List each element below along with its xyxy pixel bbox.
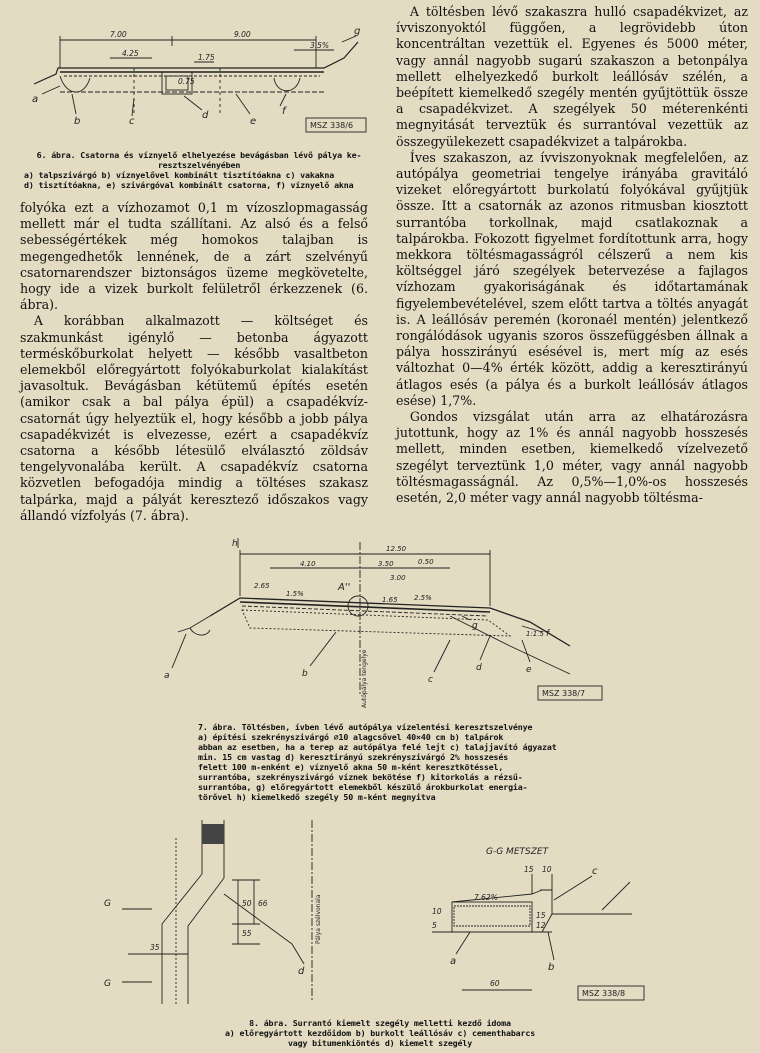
fig8-label-a: a bbox=[450, 956, 457, 967]
figure-7 bbox=[150, 536, 610, 716]
fig8-stamp: MSZ 338/8 bbox=[582, 989, 626, 998]
fig7-caption-line-7: surrantóba, g) előregyártott elemekből készülő árokburkolat energia- bbox=[198, 782, 528, 792]
left-text-column bbox=[20, 200, 368, 524]
right-text-column bbox=[396, 4, 748, 506]
fig7-caption-line-1: 7. ábra. Töltésben, ívben lévő autópálya vízelentési keresztszelvénye bbox=[198, 722, 533, 732]
fig8-dim-7: 7.62% bbox=[474, 893, 498, 902]
fig6-dim-1: 7.00 bbox=[110, 30, 127, 39]
fig7-dim-10: 2.65 bbox=[254, 582, 270, 590]
fig7-axis-label: Autópálya tengelye bbox=[361, 649, 368, 708]
figure-6-drawing bbox=[24, 6, 380, 146]
fig8-dim-2: 55 bbox=[242, 929, 252, 938]
fig6-dim-3: 4.25 bbox=[122, 49, 139, 58]
fig8-dim-10: 15 bbox=[536, 911, 546, 920]
figure-7-drawing bbox=[150, 536, 610, 716]
fig7-dim-7: 1.5% bbox=[286, 590, 304, 598]
fig7-label-c: c bbox=[428, 675, 433, 685]
fig8-label-c: c bbox=[592, 866, 598, 877]
fig7-dim-4: 0.50 bbox=[418, 558, 434, 566]
fig6-label-b: b bbox=[74, 116, 81, 127]
figure-8-drawing bbox=[92, 814, 692, 1014]
fig7-label-g: g bbox=[472, 621, 478, 631]
fig6-label-f: f bbox=[282, 106, 286, 117]
fig6-label-d: d bbox=[202, 110, 209, 121]
fig7-dim-9: 1:1.5 bbox=[526, 630, 544, 638]
fig7-dim-6: 1.65 bbox=[382, 596, 398, 604]
figure-6-caption bbox=[24, 150, 374, 190]
fig7-dim-2: 3.50 bbox=[378, 560, 394, 568]
figure-8-caption bbox=[200, 1018, 560, 1048]
fig7-caption-line-3: abban az esetben, ha a terep az autópálya felé lejt c) talajjavító ágyazat bbox=[198, 742, 557, 752]
fig7-label-b: b bbox=[302, 669, 308, 679]
fig8-dim-9: 5 bbox=[432, 921, 437, 930]
figure-6 bbox=[24, 6, 380, 146]
fig7-label-a: a bbox=[164, 671, 170, 681]
figure-8 bbox=[92, 814, 692, 1014]
right-paragraph-3: Gondos vizsgálat után arra az elhatározásra jutottunk, hogy az 1% és annál nagyobb hosszesés mellett, minden esetben, kiemelkedő vízelvezető szegélyt terveztünk 1,0 méter, vagy annál nagyobb töltésmagasságnál. Az 0,5%—1,0%-os hosszesés esetén, 2,0 méter vagy annál nagyobb töltésma- bbox=[396, 409, 748, 506]
fig8-caption-line-1: 8. ábra. Surrantó kiemelt szegély melletti kezdő idoma bbox=[249, 1018, 511, 1028]
fig7-caption-line-2: a) építési szekrényszivárgó ⌀10 alagcsővel 40×40 cm b) talpárok bbox=[198, 732, 504, 742]
fig7-dim-5: 3.00 bbox=[390, 574, 406, 582]
fig6-label-a: a bbox=[32, 94, 39, 105]
fig6-label-e: e bbox=[250, 116, 257, 127]
fig8-section-mark-1: G bbox=[104, 899, 111, 909]
fig8-dim-8: 10 bbox=[432, 907, 442, 916]
fig7-caption-line-4: min. 15 cm vastag d) keresztirányú szekrényszivárgó 2% hosszesés bbox=[198, 752, 509, 762]
fig8-dim-5: 15 bbox=[524, 865, 534, 874]
fig6-dim-2: 9.00 bbox=[234, 30, 251, 39]
fig6-dim-4: 1.75 bbox=[198, 53, 215, 62]
fig8-label-d: d bbox=[298, 966, 305, 977]
fig7-caption-line-8: törővel h) kiemelkedő szegély 50 m-ként megnyitva bbox=[198, 792, 436, 802]
fig7-dim-8: 2.5% bbox=[414, 594, 432, 602]
fig7-detail-a: A'' bbox=[338, 582, 351, 593]
fig6-caption-line-3: a) talpszivárgó b) víznyelővel kombinált tisztítóakna c) vakakna bbox=[24, 170, 335, 180]
fig6-label-c: c bbox=[129, 116, 135, 127]
fig8-caption-line-2: a) előregyártott kezdőidom b) burkolt leállósáv c) cementhabarcs bbox=[224, 1028, 536, 1038]
fig8-section-title: G-G METSZET bbox=[486, 847, 549, 857]
fig7-label-d: d bbox=[476, 663, 482, 673]
fig7-dim-1: 12.50 bbox=[386, 545, 407, 553]
fig8-dim-1: 50 bbox=[242, 899, 252, 908]
fig8-dim-11: 12 bbox=[536, 921, 546, 930]
fig7-dim-3: 4.10 bbox=[300, 560, 316, 568]
fig8-dim-4: 35 bbox=[150, 943, 160, 952]
fig8-axis-label: Pálya szélvonala bbox=[315, 894, 322, 944]
fig8-dim-6: 10 bbox=[542, 865, 552, 874]
fig6-caption-line-4: d) tisztítóakna, e) szivárgóval kombinált csatorna, f) víznyelő akna bbox=[24, 180, 354, 190]
right-paragraph-2: Íves szakaszon, az ívviszonyoknak megfelelően, az autópálya geometriai tengelye irányába gravitáló vizeket előregyártott burkolatú folyókával gyűjtjük össze. Itt a csatornák az azonos ritmusban kiosztott surrantóba torkollnak, majd csatlakoznak a talpárokba. Fokozott figyelmet fordítottunk arra, hogy mekkora töltésmagasságról célszerű a nem kis költséggel járó szegélyek betervezése a fajlagos vízhozam gyakoriságának és időtartamának figyelembevételével, szem előtt tartva a töltés anyagát is. A leállósáv peremén (koronaél mentén) jelentkező rongálódások ugyanis szoros összefüggésben állnak a pálya hosszirányú esésével is, mert míg az esés változhat 0—4% érték között, addig a keresztirányú átlagos esés (a pálya és a burkolt leállósáv átlagos esése) 1,7%. bbox=[396, 149, 748, 408]
fig6-caption-line-2: resztszelvényében bbox=[157, 160, 241, 170]
right-paragraph-1: A töltésben lévő szakaszra hulló csapadékvizet, az ívviszonyoktól függően, a legrövidebb úton koncentráltan vezettük el. Egyenes és 5000 méter, vagy annál nagyobb sugarú szakaszon a betonpálya mellett elhelyezkedő burkolt leállósáv szélén, a beépített kiemelkedő szegély mentén gyűjtöttük össze a csapadékvizet. A szegélyek 50 méterenkénti megnyitását terveztük és surrantóval vezettük az összegyülekezett csapadékvizet a talpárokba. bbox=[396, 4, 748, 149]
figure-7-caption bbox=[198, 722, 570, 802]
fig8-label-b: b bbox=[548, 962, 555, 973]
fig7-stamp: MSZ 338/7 bbox=[542, 689, 586, 698]
fig8-caption-line-3: vagy bitumenkiöntés d) kiemelt szegély bbox=[287, 1038, 473, 1048]
left-paragraph-1: folyóka ezt a vízhozamot 0,1 m vízoszlopmagasság mellett már el tudta szállítani. Az alsó és a felső sebességértékek még homokos talajban is megengedhetők lennének, de a zárt szelvényű csatornarendszer biztonságos üzeme megkövetelte, hogy ide a vizek burkolt felületről érkezzenek (6. ábra). bbox=[20, 200, 368, 313]
fig8-dim-12: 60 bbox=[490, 979, 500, 988]
fig6-stamp: MSZ 338/6 bbox=[310, 121, 354, 130]
fig7-label-h: h bbox=[232, 539, 238, 549]
fig6-dim-5: 0.75 bbox=[178, 77, 195, 86]
fig8-dim-3: 66 bbox=[258, 899, 268, 908]
fig6-dim-6: 3.5% bbox=[310, 41, 330, 50]
left-paragraph-2: A korábban alkalmazott — költséget és szakmunkást igénylő — betonba ágyazott terméskőburkolat helyett — később vasaltbeton elemekből előregyártott folyókaburkolat kialakítást javasoltuk. Bevágásban kétütemű építés esetén (amikor csak a bal pálya épül) a csapadékvíz-csatornát úgy helyeztük el, hogy később a jobb pálya csapadékvizét is elvezesse, ezért a csapadékvíz csatorna a később létesülő elválasztó zöldsáv tengelyvonalába került. A csapadékvíz csatorna közvetlen befogadója mindig a töltéses szakasz talpárka, majd a pályát keresztező időszakos vagy állandó vízfolyás (7. ábra). bbox=[20, 313, 368, 523]
fig7-caption-line-5: felett 100 m-enként e) víznyelő akna 50 m-ként keresztkötéssel, bbox=[198, 762, 504, 772]
fig6-label-g: g bbox=[354, 26, 361, 37]
fig6-caption-line-1: 6. ábra. Csatorna és víznyelő elhelyezése bevágásban lévő pálya ke- bbox=[36, 150, 362, 160]
fig8-section-mark-2: G bbox=[104, 979, 111, 989]
fig7-caption-line-6: surrantóba, szekrényszivárgó víznek bekötése f) kitorkolás a rézsű- bbox=[198, 772, 523, 782]
fig7-label-e: e bbox=[526, 665, 532, 675]
fig7-label-f: f bbox=[546, 629, 550, 639]
